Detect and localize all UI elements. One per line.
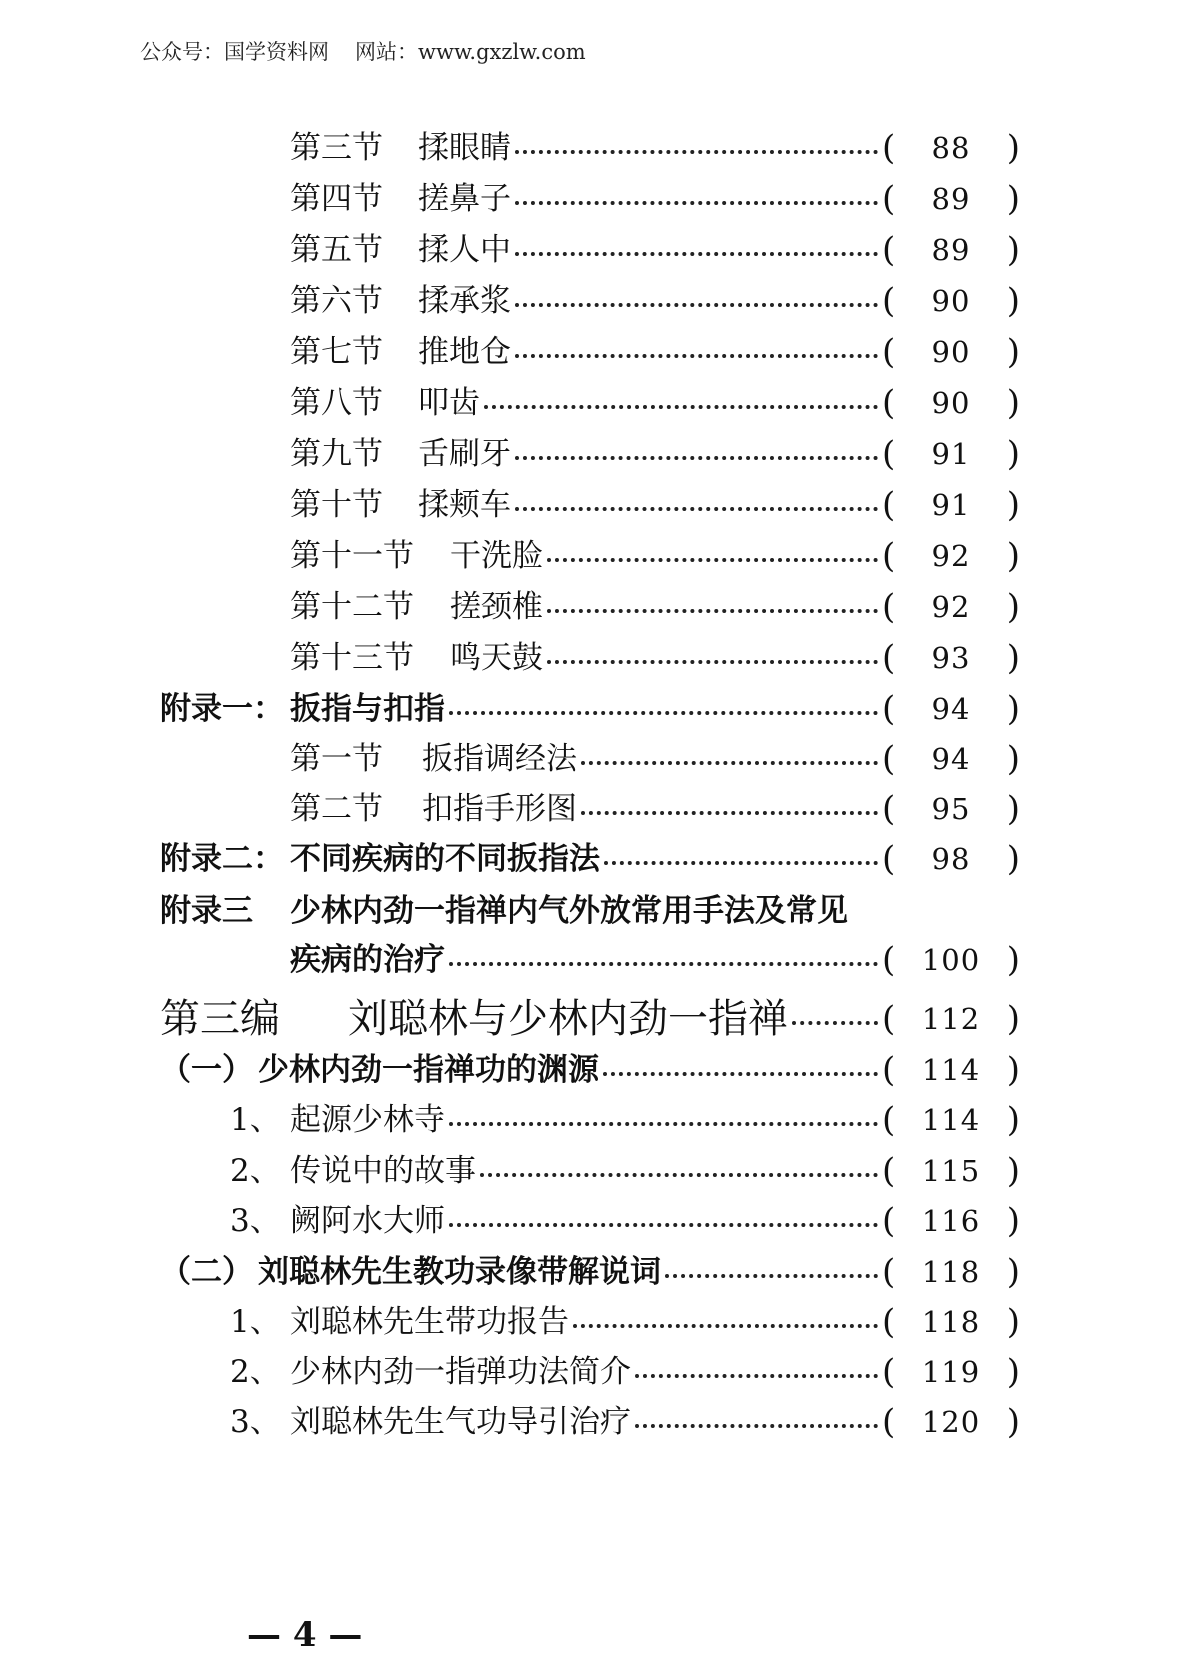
page-ref: ( 116 ) [882, 1201, 1020, 1241]
page-ref: ( 91 ) [882, 485, 1020, 525]
leader-dots [635, 1374, 878, 1378]
toc-appendix-entry[interactable] [160, 889, 1020, 933]
leader-dots [604, 861, 878, 865]
entry-title: 推地仓 [418, 334, 511, 370]
page-ref: ( 92 ) [882, 587, 1020, 627]
leader-dots [581, 761, 878, 765]
page-ref: ( 120 ) [882, 1402, 1020, 1442]
toc-entry[interactable] [230, 1400, 1020, 1444]
page-ref: ( 89 ) [882, 230, 1020, 270]
leader-dots [515, 150, 878, 154]
entry-label: 附录一： [160, 691, 284, 727]
page-number: 116 [921, 1204, 981, 1238]
entry-label: 第十二节 [290, 589, 414, 625]
page-number: 118 [921, 1255, 981, 1289]
page-number: 114 [921, 1053, 981, 1087]
toc-entry[interactable] [290, 330, 1020, 374]
page-number: 90 [931, 335, 971, 369]
entry-title: 刘聪林先生教功录像带解说词 [258, 1254, 661, 1290]
page-number: 115 [921, 1154, 981, 1188]
page-ref: ( 88 ) [882, 128, 1020, 168]
page-ref: ( 112 ) [882, 999, 1020, 1039]
leader-dots [547, 660, 878, 664]
entry-label: 2、 [230, 1354, 281, 1390]
entry-title: 不同疾病的不同扳指法 [290, 841, 600, 877]
toc-entry[interactable] [290, 585, 1020, 629]
entry-label: 第九节 [290, 436, 383, 472]
toc-entry[interactable] [290, 737, 1020, 781]
entry-title: 舌刷牙 [418, 436, 511, 472]
page-number: 91 [931, 437, 971, 471]
entry-title: 扳指与扣指 [290, 691, 445, 727]
page-ref: ( 89 ) [882, 179, 1020, 219]
leader-dots [515, 507, 878, 511]
page-ref: ( 118 ) [882, 1252, 1020, 1292]
page-number: 92 [931, 590, 971, 624]
toc-appendix-continuation[interactable] [290, 938, 1020, 982]
entry-title: 少林内劲一指禅内气外放常用手法及常见 [290, 893, 848, 929]
page-number: 120 [921, 1405, 981, 1439]
toc-entry[interactable] [290, 636, 1020, 680]
entry-title: 搓鼻子 [418, 181, 511, 217]
leader-dots [792, 1021, 878, 1025]
toc-entry[interactable] [230, 1098, 1020, 1142]
page-number: 119 [921, 1355, 981, 1389]
page-number: 93 [931, 641, 971, 675]
leader-dots [635, 1424, 878, 1428]
toc-section-entry[interactable] [160, 1250, 1020, 1294]
entry-label: 第七节 [290, 334, 383, 370]
entry-label: 第六节 [290, 283, 383, 319]
entry-label: 第一节 [290, 741, 383, 777]
entry-title: 叩齿 [418, 385, 480, 421]
page-number: 91 [931, 488, 971, 522]
page-number: 94 [931, 692, 971, 726]
leader-dots [665, 1274, 878, 1278]
entry-title: 揉人中 [418, 232, 511, 268]
toc-entry[interactable] [230, 1149, 1020, 1193]
leader-dots [480, 1173, 878, 1177]
leader-dots [581, 811, 878, 815]
page-number: 100 [921, 943, 981, 977]
leader-dots [515, 201, 878, 205]
entry-title: 干洗脸 [450, 538, 543, 574]
entry-label: （二） [160, 1254, 253, 1290]
page-ref: ( 119 ) [882, 1352, 1020, 1392]
entry-label: 第八节 [290, 385, 383, 421]
leader-dots [515, 354, 878, 358]
toc-entry[interactable] [290, 483, 1020, 527]
page-number: 112 [921, 1002, 981, 1036]
entry-title: 少林内劲一指弹功法简介 [290, 1354, 631, 1390]
toc-part-heading[interactable] [160, 993, 1020, 1045]
toc-entry[interactable] [290, 177, 1020, 221]
page-ref: ( 93 ) [882, 638, 1020, 678]
leader-dots [449, 711, 878, 715]
page-ref: ( 94 ) [882, 739, 1020, 779]
page-number: 118 [921, 1305, 981, 1339]
page-ref: ( 118 ) [882, 1302, 1020, 1342]
leader-dots [449, 1223, 878, 1227]
entry-label: 3、 [230, 1203, 281, 1239]
entry-label: 附录二： [160, 841, 284, 877]
entry-label: 2、 [230, 1153, 281, 1189]
toc-entry[interactable] [230, 1199, 1020, 1243]
entry-label: 第四节 [290, 181, 383, 217]
entry-title: 揉眼睛 [418, 130, 511, 166]
page-number: 95 [931, 792, 971, 826]
toc-entry[interactable] [290, 534, 1020, 578]
entry-title: 鸣天鼓 [450, 640, 543, 676]
entry-title: 揉颊车 [418, 487, 511, 523]
page-number: 90 [931, 284, 971, 318]
entry-label: 第十三节 [290, 640, 414, 676]
leader-dots [484, 405, 878, 409]
entry-title: 传说中的故事 [290, 1153, 476, 1189]
entry-title: 疾病的治疗 [290, 942, 445, 978]
page-ref: ( 115 ) [882, 1151, 1020, 1191]
leader-dots [449, 1122, 878, 1126]
page-number: 94 [931, 742, 971, 776]
page-ref: ( 94 ) [882, 689, 1020, 729]
page-number: 88 [931, 131, 971, 165]
website-url: 网站：www.gxzlw.com [355, 40, 586, 64]
entry-title: 揉承浆 [418, 283, 511, 319]
entry-label: 第二节 [290, 791, 383, 827]
entry-label: 第五节 [290, 232, 383, 268]
entry-title: 刘聪林先生带功报告 [290, 1304, 569, 1340]
toc-entry[interactable] [230, 1300, 1020, 1344]
page-ref: ( 90 ) [882, 383, 1020, 423]
entry-label: 1、 [230, 1102, 281, 1138]
entry-label: 3、 [230, 1404, 281, 1440]
page-number: 89 [931, 233, 971, 267]
entry-label: 第三节 [290, 130, 383, 166]
entry-title: 刘聪林与少林内劲一指禅 [348, 996, 788, 1042]
page-ref: ( 90 ) [882, 281, 1020, 321]
toc-entry[interactable] [230, 1350, 1020, 1394]
page-number: 98 [931, 842, 971, 876]
wechat-account: 公众号：国学资料网 [140, 40, 329, 64]
entry-label: 附录三 [160, 893, 253, 929]
page-number: 90 [931, 386, 971, 420]
leader-dots [515, 456, 878, 460]
entry-title: 起源少林寺 [290, 1102, 445, 1138]
entry-title: 阙阿水大师 [290, 1203, 445, 1239]
toc-entry[interactable] [290, 381, 1020, 425]
page-ref: ( 95 ) [882, 789, 1020, 829]
entry-title: 搓颈椎 [450, 589, 543, 625]
page-footer-number: — 4 — [247, 1615, 363, 1655]
entry-title: 刘聪林先生气功导引治疗 [290, 1404, 631, 1440]
toc-appendix-entry[interactable] [160, 837, 1020, 881]
entry-title: 少林内劲一指禅功的渊源 [258, 1052, 599, 1088]
entry-label: （一） [160, 1052, 253, 1088]
toc-appendix-entry[interactable] [160, 687, 1020, 731]
entry-title: 扣指手形图 [422, 791, 577, 827]
page-ref: ( 91 ) [882, 434, 1020, 474]
entry-label: 第十一节 [290, 538, 414, 574]
toc-entry[interactable] [290, 432, 1020, 476]
page-number: 114 [921, 1103, 981, 1137]
page-number: 92 [931, 539, 971, 573]
page-ref: ( 90 ) [882, 332, 1020, 372]
entry-title: 扳指调经法 [422, 741, 577, 777]
page-number: 89 [931, 182, 971, 216]
toc-section-entry[interactable] [160, 1048, 1020, 1092]
page-ref: ( 98 ) [882, 839, 1020, 879]
leader-dots [603, 1072, 878, 1076]
page-ref: ( 92 ) [882, 536, 1020, 576]
leader-dots [515, 252, 878, 256]
leader-dots [515, 303, 878, 307]
watermark-header [140, 36, 586, 66]
page-ref: ( 114 ) [882, 1100, 1020, 1140]
toc-entry[interactable] [290, 787, 1020, 831]
toc-entry[interactable] [290, 279, 1020, 323]
toc-entry[interactable] [290, 228, 1020, 272]
page-ref: ( 114 ) [882, 1050, 1020, 1090]
page-ref: ( 100 ) [882, 940, 1020, 980]
entry-label: 1、 [230, 1304, 281, 1340]
entry-label: 第三编 [160, 996, 280, 1042]
entry-label: 第十节 [290, 487, 383, 523]
leader-dots [547, 609, 878, 613]
toc-entry[interactable] [290, 126, 1020, 170]
leader-dots [449, 962, 878, 966]
leader-dots [573, 1324, 878, 1328]
leader-dots [547, 558, 878, 562]
